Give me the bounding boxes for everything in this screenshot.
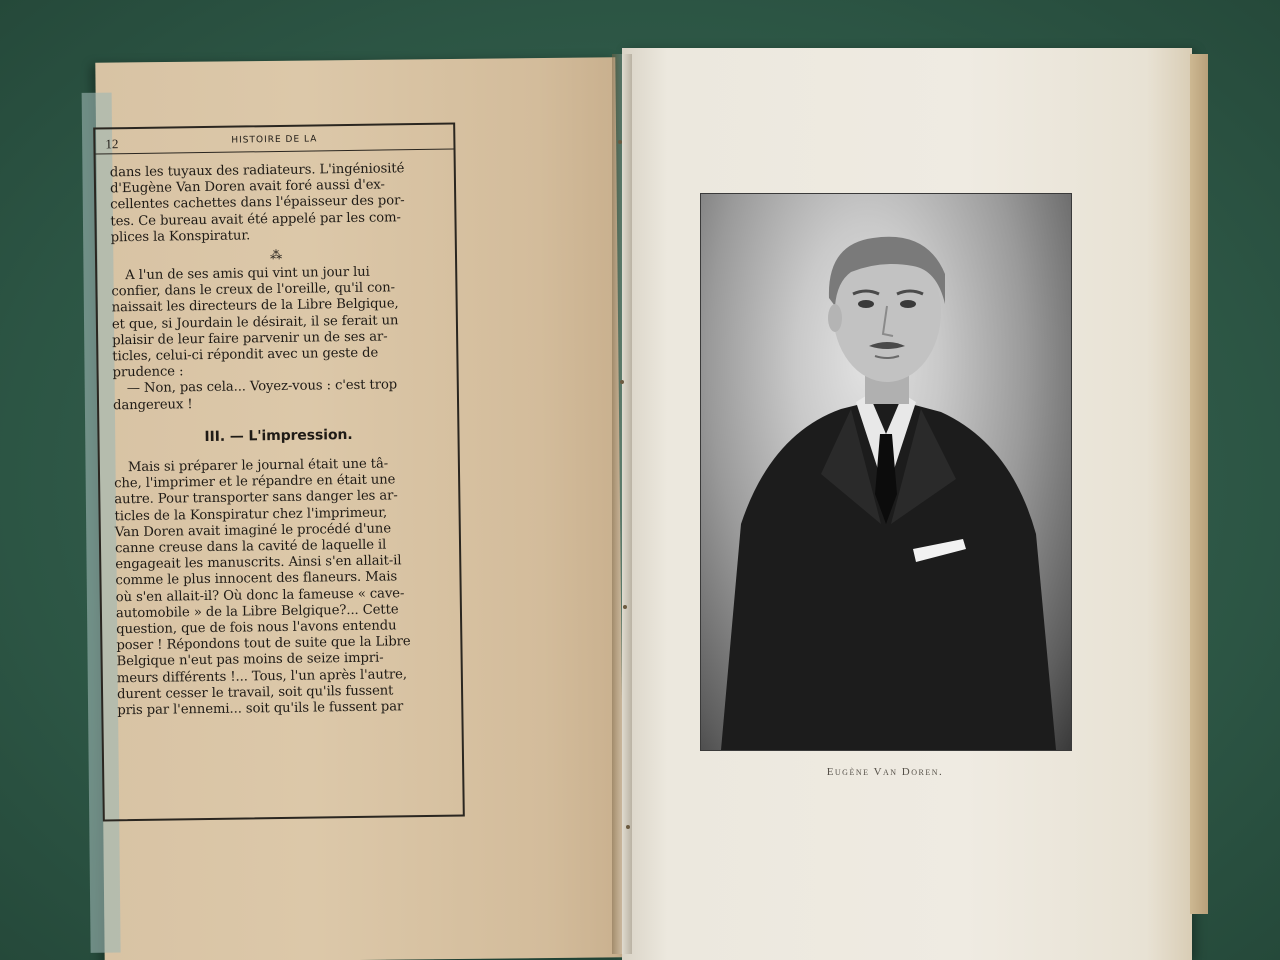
text-line: ticles, celui-ci répondit avec un geste de bbox=[112, 345, 379, 365]
text-line: et que, si Jourdain le désirait, il se ferait un bbox=[111, 312, 399, 332]
text-line: plaisir de leur faire parvenir un de ses ar- bbox=[112, 329, 388, 349]
paragraph-2 bbox=[111, 264, 443, 382]
paragraph-1 bbox=[110, 161, 441, 247]
paragraph-4 bbox=[114, 456, 448, 720]
text-line: autre. Pour transporter sans danger les ar- bbox=[114, 488, 398, 508]
book-gutter bbox=[612, 54, 632, 954]
binding-hole bbox=[623, 605, 627, 609]
section-title: III. — L'impression. bbox=[204, 426, 353, 445]
text-line: automobile » de la Libre Belgique?... Cette bbox=[115, 602, 399, 622]
text-line: où s'en allait-il? Où donc la fameuse « cave- bbox=[115, 585, 405, 605]
text-line: tes. Ce bureau avait été appelé par les com- bbox=[110, 209, 401, 229]
text-line: comme le plus innocent des flaneurs. Mais bbox=[115, 569, 398, 589]
text-line: d'Eugène Van Doren avait foré aussi d'ex- bbox=[109, 177, 385, 197]
text-line: poser ! Répondons tout de suite que la Libre bbox=[116, 634, 411, 654]
text-line: cellentes cachettes dans l'épaisseur des por- bbox=[110, 193, 405, 213]
text-line: — Non, pas cela... Voyez-vous : c'est trop bbox=[126, 377, 398, 397]
text-line: prudence : bbox=[112, 364, 184, 381]
text-line: dans les tuyaux des radiateurs. L'ingéniosité bbox=[109, 161, 405, 181]
running-head bbox=[95, 125, 453, 155]
left-eye bbox=[858, 300, 874, 308]
photo-caption: Eugène Van Doren. bbox=[826, 766, 944, 778]
asterism-separator: ⁂ bbox=[269, 247, 283, 263]
text-line: Belgique n'eut pas moins de seize impri- bbox=[116, 651, 384, 670]
text-line: meurs différents !... Tous, l'un après l'autre, bbox=[116, 666, 408, 686]
ear bbox=[828, 304, 842, 332]
binding-hole bbox=[618, 140, 622, 144]
portrait-figure bbox=[701, 194, 1071, 750]
binding-hole bbox=[620, 380, 624, 384]
portrait-photograph bbox=[700, 193, 1072, 751]
text-line: naissait les directeurs de la Libre Belgique, bbox=[111, 296, 399, 316]
text-line: confier, dans le creux de l'oreille, qu'il con- bbox=[111, 280, 396, 300]
binding-hole bbox=[626, 825, 630, 829]
running-head-title: HISTOIRE DE LA bbox=[231, 134, 318, 146]
text-line: engageait les manuscrits. Ainsi s'en allait-il bbox=[115, 553, 402, 573]
text-line: dangereux ! bbox=[112, 396, 193, 413]
paragraph-3 bbox=[113, 377, 443, 414]
text-line: question, que de fois nous l'avons entendu bbox=[116, 618, 397, 638]
text-line: ticles de la Konspiratur chez l'imprimeur, bbox=[114, 505, 388, 524]
text-line: pris par l'ennemi... soit qu'ils le fussent par bbox=[117, 699, 404, 719]
text-line: che, l'imprimer et le répandre en était une bbox=[114, 472, 396, 492]
right-eye bbox=[900, 300, 916, 308]
text-line: canne creuse dans la cavité de laquelle il bbox=[114, 537, 387, 557]
text-line: Van Doren avait imaginé le procédé d'une bbox=[114, 521, 392, 541]
page-body bbox=[110, 161, 448, 720]
text-line: Mais si préparer le journal était une tâ- bbox=[127, 456, 389, 476]
text-line: A l'un de ses amis qui vint un jour lui bbox=[125, 264, 370, 284]
text-line: durent cesser le travail, soit qu'ils fussent bbox=[116, 683, 394, 703]
text-frame bbox=[93, 123, 465, 822]
page-number: 12 bbox=[105, 136, 119, 152]
page-edge-stack bbox=[1190, 54, 1208, 914]
text-line: plices la Konspiratur. bbox=[110, 228, 251, 246]
